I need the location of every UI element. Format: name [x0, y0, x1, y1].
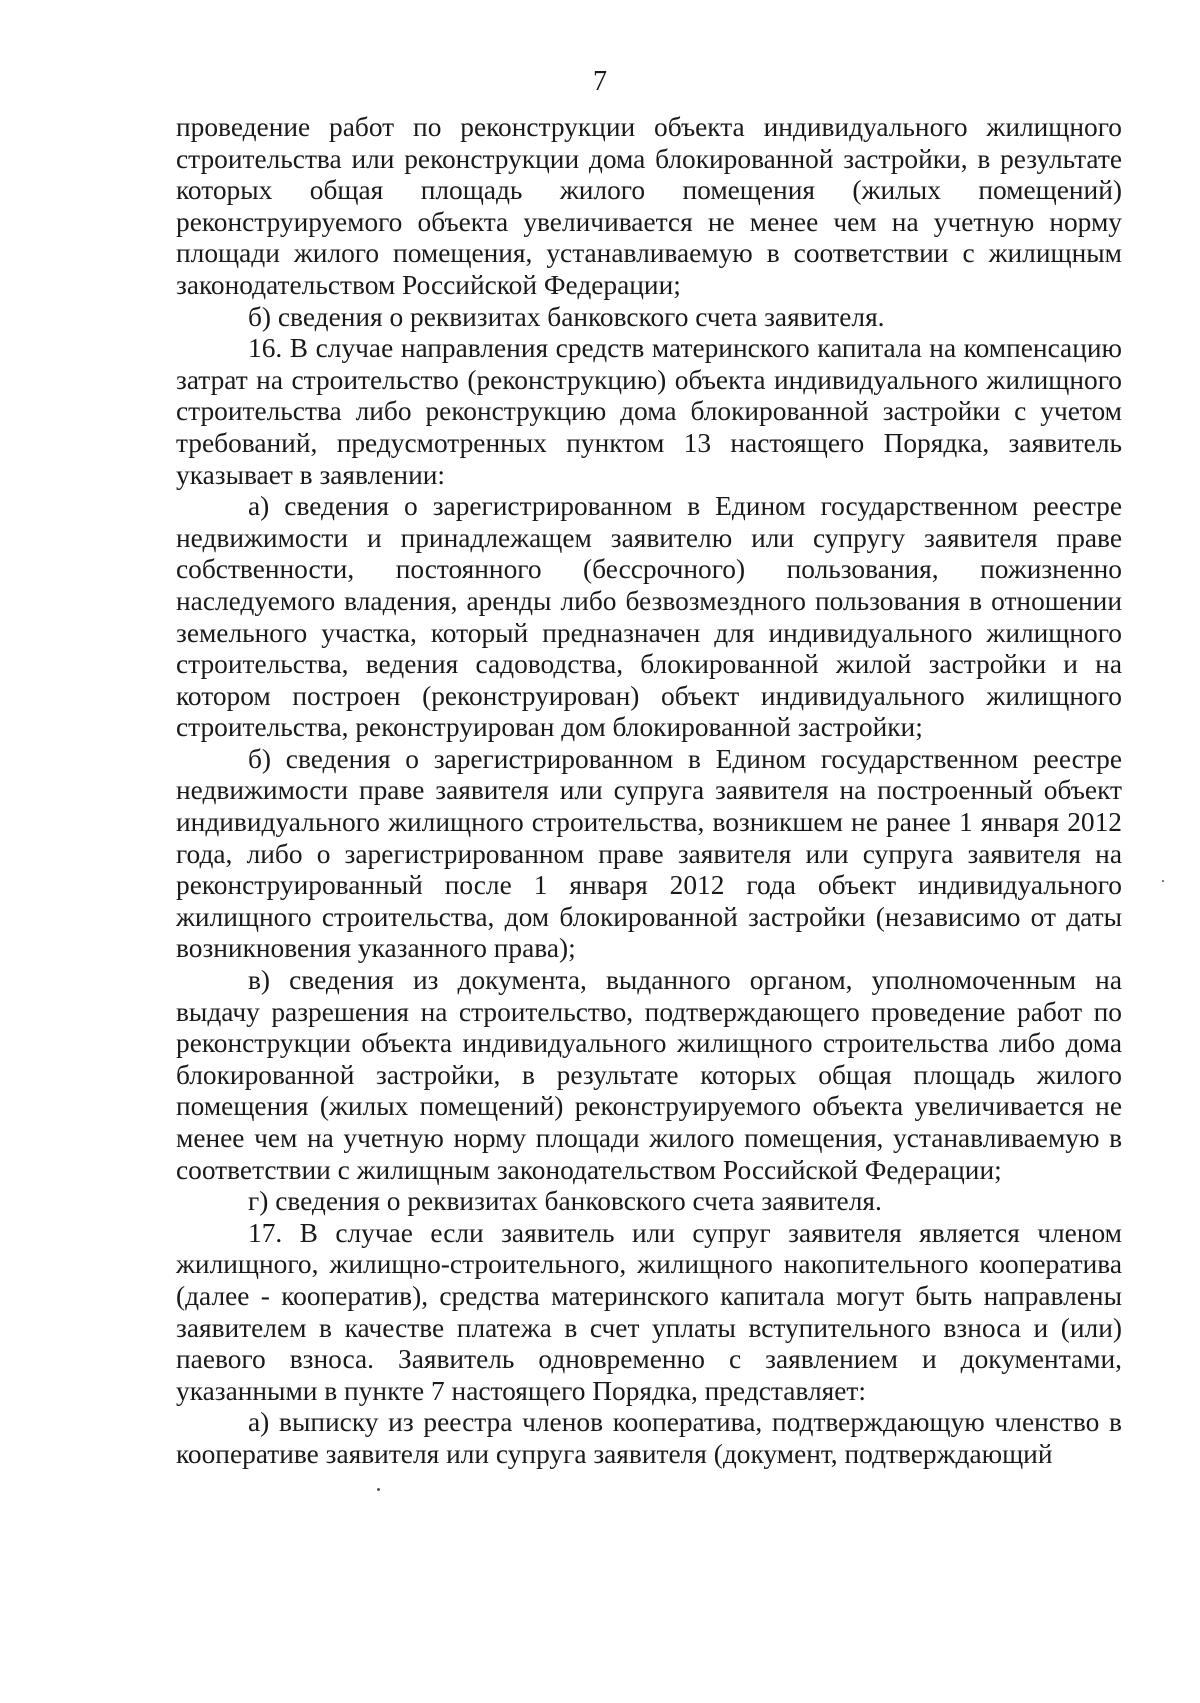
paragraph-continuation: проведение работ по реконструкции объекта индивидуального жилищного строительства или реконструкции дома блокированной застройки, в результате которых общая площадь жилого помещения (жилых помещений) реконструируемого объекта увеличивается не менее чем на учетную норму площади жилого помещения, устанавливаемую в соответствии с жилищным законодательством Российской Федерации;	[176, 112, 1122, 300]
paragraph-item-b-registered-right: б) сведения о зарегистрированном в Едином государственном реестре недвижимости праве заявителя или супруга заявителя на построенный объект индивидуального жилищного строительства, возникшем не ранее 1 января 2012 года, либо о зарегистрированном праве заявителя или супруга заявителя на реконструированный после 1 января 2012 года объект индивидуального жилищного строительства, дом блокированной застройки (независимо от даты возникновения указанного права);	[176, 743, 1122, 964]
scan-speck	[377, 1488, 380, 1491]
paragraph-clause-16: 16. В случае направления средств материнского капитала на компенсацию затрат на строительство (реконструкцию) объекта индивидуального жилищного строительства либо реконструкцию дома блокированной застройки с учетом требований, предусмотренных пунктом 13 настоящего Порядка, заявитель указывает в заявлении:	[176, 333, 1122, 490]
paragraph-item-a-cooperative-extract: а) выписку из реестра членов кооператива, подтверждающую членство в кооперативе заявителя или супруга заявителя (документ, подтверждающий	[176, 1407, 1122, 1469]
paragraph-item-g-bank-details: г) сведения о реквизитах банковского счета заявителя.	[248, 1186, 882, 1217]
page-number: 7	[593, 66, 607, 97]
paragraph-clause-17: 17. В случае если заявитель или супруг заявителя является членом жилищного, жилищно-строительного, жилищного накопительного кооператива (далее - кооператив), средства материнского капитала могут быть направлены заявителем в качестве платежа в счет уплаты вступительного взноса и (или) паевого взноса. Заявитель одновременно с заявлением и документами, указанными в пункте 7 настоящего Порядка, представляет:	[176, 1217, 1122, 1406]
document-body	[176, 112, 1122, 1471]
paragraph-item-a-land-rights: а) сведения о зарегистрированном в Едином государственном реестре недвижимости и принадлежащем заявителю или супругу заявителя праве собственности, постоянного (бессрочного) пользования, пожизненно наследуемого владения, аренды либо безвозмездного пользования в отношении земельного участка, который предназначен для индивидуального жилищного строительства, ведения садоводства, блокированной жилой застройки и на котором построен (реконструирован) объект индивидуального жилищного строительства, реконструирован дом блокированной застройки;	[176, 491, 1122, 743]
paragraph-item-b-bank-details: б) сведения о реквизитах банковского счета заявителя.	[248, 301, 885, 332]
paragraph-item-v-permit-document: в) сведения из документа, выданного органом, уполномоченным на выдачу разрешения на строительство, подтверждающего проведение работ по реконструкции объекта индивидуального жилищного строительства либо дома блокированной застройки, в результате которых общая площадь жилого помещения (жилых помещений) реконструируемого объекта увеличивается не менее чем на учетную норму площади жилого помещения, устанавливаемую в соответствии с жилищным законодательством Российской Федерации;	[176, 965, 1122, 1185]
scan-speck	[1162, 880, 1164, 882]
